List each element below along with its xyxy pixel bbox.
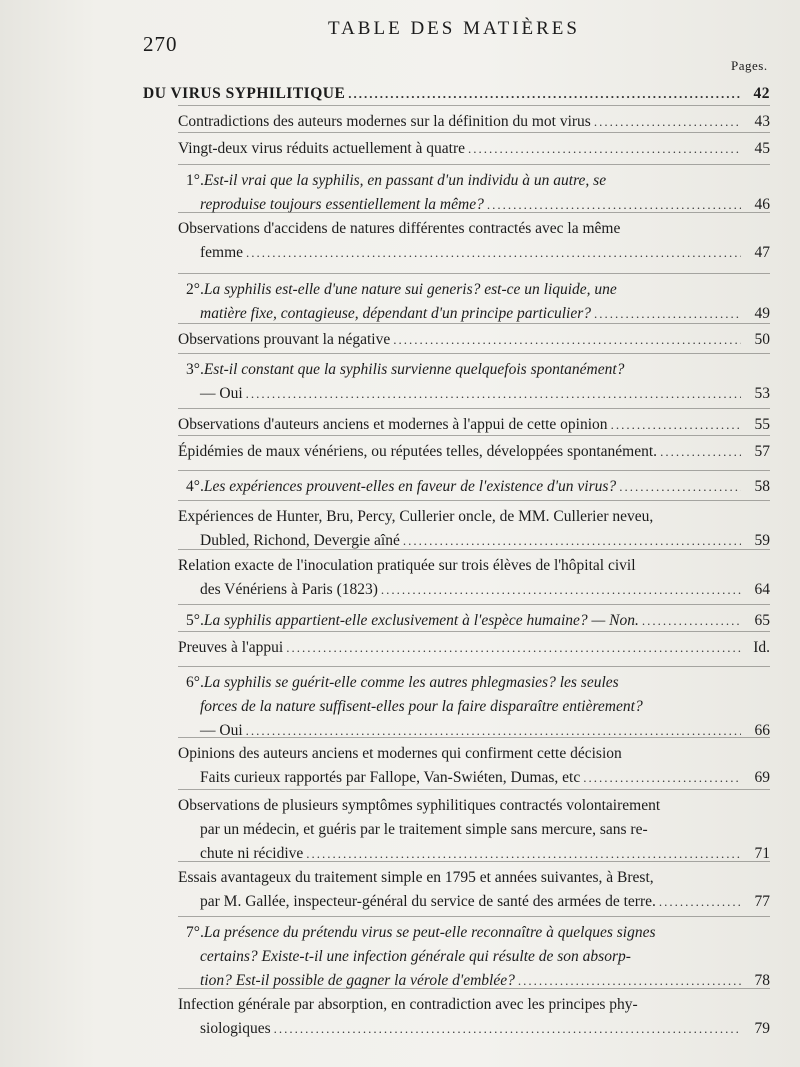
toc-entry bbox=[178, 278, 770, 326]
toc-entry-line bbox=[178, 413, 770, 437]
toc-entry-text: Infection générale par absorption, en contradiction avec les principes phy- bbox=[178, 996, 638, 1013]
toc-entry bbox=[178, 794, 770, 866]
toc-entry-text: Épidémies de maux vénériens, ou réputées telles, développées spontanément. bbox=[178, 443, 658, 460]
page-reference: 50 bbox=[754, 331, 770, 348]
toc-entry bbox=[178, 358, 770, 406]
entry-divider bbox=[178, 604, 770, 605]
running-title: TABLE DES MATIÈRES bbox=[328, 18, 580, 39]
toc-entry-text: DU VIRUS SYPHILITIQUE bbox=[143, 85, 346, 102]
entry-divider bbox=[178, 105, 770, 106]
dot-leader bbox=[246, 241, 741, 265]
toc-entry-text: femme bbox=[200, 244, 244, 261]
toc-entry-line bbox=[178, 671, 770, 695]
dot-leader bbox=[274, 1017, 741, 1041]
dot-leader bbox=[306, 842, 741, 866]
page-reference: 78 bbox=[754, 972, 770, 989]
dot-leader bbox=[348, 82, 741, 106]
toc-entry-text: Opinions des auteurs anciens et modernes qui confirment cette décision bbox=[178, 745, 622, 762]
toc-entry-line bbox=[178, 719, 770, 743]
toc-entry-line bbox=[178, 818, 770, 842]
dot-leader bbox=[487, 193, 741, 217]
toc-entry-line bbox=[178, 742, 770, 766]
toc-entry-line bbox=[143, 82, 770, 106]
toc-entry-text: chute ni récidive bbox=[200, 845, 304, 862]
toc-entry-line bbox=[178, 695, 770, 719]
page-reference: 66 bbox=[754, 722, 770, 739]
toc-entry-text: Faits curieux rapportés par Fallope, Van-Swiéten, Dumas, etc bbox=[200, 769, 581, 786]
dot-leader bbox=[468, 137, 741, 161]
toc-entry-line bbox=[178, 169, 770, 193]
toc-entry-line bbox=[178, 609, 770, 633]
page-reference: 58 bbox=[754, 478, 770, 495]
toc-entry-line bbox=[178, 578, 770, 602]
entry-divider bbox=[178, 323, 770, 324]
dot-leader bbox=[246, 382, 741, 406]
toc-entry-line bbox=[178, 890, 770, 914]
dot-leader bbox=[611, 413, 741, 437]
toc-entry-text: Relation exacte de l'inoculation pratiquée sur trois élèves de l'hôpital civil bbox=[178, 557, 636, 574]
question-number: 7°. bbox=[186, 924, 204, 941]
page-reference: 46 bbox=[754, 196, 770, 213]
toc-entry-line bbox=[178, 969, 770, 993]
entry-divider bbox=[178, 666, 770, 667]
entry-divider bbox=[178, 549, 770, 550]
toc-entry-text: — Oui bbox=[200, 385, 243, 402]
toc-entry-line bbox=[178, 554, 770, 578]
toc-entry-line bbox=[178, 440, 770, 464]
toc-entry-text: Observations de plusieurs symptômes syphilitiques contractés volontairement bbox=[178, 797, 661, 814]
toc-entry bbox=[178, 993, 770, 1041]
toc-entry-line bbox=[178, 794, 770, 818]
page-reference: 57 bbox=[754, 443, 770, 460]
toc-entry bbox=[178, 609, 770, 633]
toc-entry-text: Observations prouvant la négative bbox=[178, 331, 391, 348]
toc-entry-line bbox=[178, 358, 770, 382]
entry-divider bbox=[178, 212, 770, 213]
toc-entry bbox=[178, 505, 770, 553]
dot-leader bbox=[393, 328, 741, 352]
page-reference: 77 bbox=[754, 893, 770, 910]
toc-entry-line bbox=[178, 866, 770, 890]
entry-divider bbox=[178, 273, 770, 274]
page-reference: Id. bbox=[753, 639, 770, 656]
toc-entry bbox=[178, 110, 770, 134]
page-reference: 45 bbox=[754, 140, 770, 157]
toc-entry bbox=[178, 475, 770, 499]
question-number: 6°. bbox=[186, 674, 204, 691]
toc-entry bbox=[178, 328, 770, 352]
page-number: 270 bbox=[143, 32, 178, 56]
page-reference: 59 bbox=[754, 532, 770, 549]
toc-entry bbox=[143, 82, 770, 106]
toc-entry-line bbox=[178, 110, 770, 134]
question-number: 5°. bbox=[186, 612, 204, 629]
dot-leader bbox=[642, 609, 741, 633]
dot-leader bbox=[246, 719, 741, 743]
entry-divider bbox=[178, 861, 770, 862]
toc-entry bbox=[178, 169, 770, 217]
toc-entry-text: Dubled, Richond, Devergie aîné bbox=[200, 532, 400, 549]
page-reference: 43 bbox=[754, 113, 770, 130]
entry-divider bbox=[178, 500, 770, 501]
toc-entry-text: La syphilis appartient-elle exclusivement à l'espèce humaine? — Non. bbox=[203, 612, 639, 629]
toc-entry bbox=[178, 440, 770, 464]
page-reference: 71 bbox=[754, 845, 770, 862]
question-number: 3°. bbox=[186, 361, 204, 378]
toc-entry bbox=[178, 866, 770, 914]
dot-leader bbox=[594, 110, 741, 134]
toc-entry-text: par un médecin, et guéris par le traitement simple sans mercure, sans re- bbox=[200, 821, 648, 838]
toc-entry-line bbox=[178, 945, 770, 969]
toc-entry-text: siologiques bbox=[200, 1020, 271, 1037]
toc-entry-text: matière fixe, contagieuse, dépendant d'un principe particulier? bbox=[200, 305, 592, 322]
toc-entry-text: des Vénériens à Paris (1823) bbox=[200, 581, 378, 598]
page-reference: 47 bbox=[754, 244, 770, 261]
toc-entry-line bbox=[178, 193, 770, 217]
toc-entry-line bbox=[178, 921, 770, 945]
toc-entry-line bbox=[178, 1017, 770, 1041]
dot-leader bbox=[518, 969, 741, 993]
toc-entry-text: La syphilis se guérit-elle comme les autres phlegmasies? les seules bbox=[203, 674, 619, 691]
page-reference: 49 bbox=[754, 305, 770, 322]
toc-entry-text: La syphilis est-elle d'une nature sui generis? est-ce un liquide, une bbox=[203, 281, 617, 298]
toc-entry-text: Expériences de Hunter, Bru, Percy, Cullerier oncle, de MM. Cullerier neveu, bbox=[178, 508, 654, 525]
toc-entry-line bbox=[178, 993, 770, 1017]
toc-entry-text: Vingt-deux virus réduits actuellement à quatre bbox=[178, 140, 466, 157]
toc-entry-line bbox=[178, 328, 770, 352]
entry-divider bbox=[178, 353, 770, 354]
toc-entry-text: Est-il constant que la syphilis survienne quelquefois spontanément? bbox=[203, 361, 625, 378]
dot-leader bbox=[381, 578, 741, 602]
question-number: 2°. bbox=[186, 281, 204, 298]
dot-leader bbox=[286, 636, 741, 660]
toc-entry-text: certains? Existe-t-il une infection générale qui résulte de son absorp- bbox=[200, 948, 631, 965]
entry-divider bbox=[178, 164, 770, 165]
toc-entry-text: Contradictions des auteurs modernes sur la définition du mot virus bbox=[178, 113, 591, 130]
toc-entry-text: Observations d'accidens de natures différentes contractés avec la même bbox=[178, 220, 621, 237]
toc-entry-line bbox=[178, 382, 770, 406]
entry-divider bbox=[178, 916, 770, 917]
toc-entry-line bbox=[178, 475, 770, 499]
toc-entry-line bbox=[178, 766, 770, 790]
toc-entry-line bbox=[178, 137, 770, 161]
dot-leader bbox=[659, 890, 741, 914]
toc-entry bbox=[178, 413, 770, 437]
toc-entry-text: reproduise toujours essentiellement la même? bbox=[200, 196, 484, 213]
toc-entry-text: Preuves à l'appui bbox=[178, 639, 284, 656]
toc-entry-text: La présence du prétendu virus se peut-elle reconnaître à quelques signes bbox=[203, 924, 656, 941]
toc-entry-line bbox=[178, 636, 770, 660]
toc-entry-text: par M. Gallée, inspecteur-général du service de santé des armées de terre. bbox=[200, 893, 656, 910]
toc-entry bbox=[178, 671, 770, 743]
toc-entry bbox=[178, 554, 770, 602]
toc-entry-line bbox=[178, 505, 770, 529]
toc-entry-line bbox=[178, 278, 770, 302]
page-reference: 65 bbox=[754, 612, 770, 629]
toc-entry-text: — Oui bbox=[200, 722, 243, 739]
entry-divider bbox=[178, 988, 770, 989]
question-number: 1°. bbox=[186, 172, 204, 189]
page-reference: 55 bbox=[754, 416, 770, 433]
entry-divider bbox=[178, 789, 770, 790]
entry-divider bbox=[178, 408, 770, 409]
page-reference: 79 bbox=[754, 1020, 770, 1037]
toc-entry-line bbox=[178, 241, 770, 265]
entry-divider bbox=[178, 132, 770, 133]
toc-entry bbox=[178, 921, 770, 993]
toc-entry bbox=[178, 742, 770, 790]
page-reference: 64 bbox=[754, 581, 770, 598]
pages-column-label: Pages. bbox=[731, 58, 768, 73]
entry-divider bbox=[178, 631, 770, 632]
toc-entry-text: Observations d'auteurs anciens et modernes à l'appui de cette opinion bbox=[178, 416, 608, 433]
toc-entry bbox=[178, 137, 770, 161]
page-reference: 53 bbox=[754, 385, 770, 402]
toc-entry-line bbox=[178, 842, 770, 866]
toc-entry-text: tion? Est-il possible de gagner la vérole d'emblée? bbox=[200, 972, 515, 989]
dot-leader bbox=[583, 766, 741, 790]
entry-divider bbox=[178, 435, 770, 436]
toc-entry bbox=[178, 217, 770, 265]
entry-divider bbox=[178, 470, 770, 471]
dot-leader bbox=[660, 440, 741, 464]
toc-entry-text: Les expériences prouvent-elles en faveur de l'existence d'un virus? bbox=[203, 478, 617, 495]
toc-entry-text: forces de la nature suffisent-elles pour la faire disparaître entièrement? bbox=[200, 698, 643, 715]
toc-entry bbox=[178, 636, 770, 660]
page-reference: 69 bbox=[754, 769, 770, 786]
toc-entry-text: Est-il vrai que la syphilis, en passant d'un individu à un autre, se bbox=[203, 172, 607, 189]
dot-leader bbox=[619, 475, 741, 499]
toc-entry-text: Essais avantageux du traitement simple en 1795 et années suivantes, à Brest, bbox=[178, 869, 654, 886]
page-reference: 42 bbox=[753, 85, 770, 102]
question-number: 4°. bbox=[186, 478, 204, 495]
toc-entry-line bbox=[178, 217, 770, 241]
entry-divider bbox=[178, 737, 770, 738]
